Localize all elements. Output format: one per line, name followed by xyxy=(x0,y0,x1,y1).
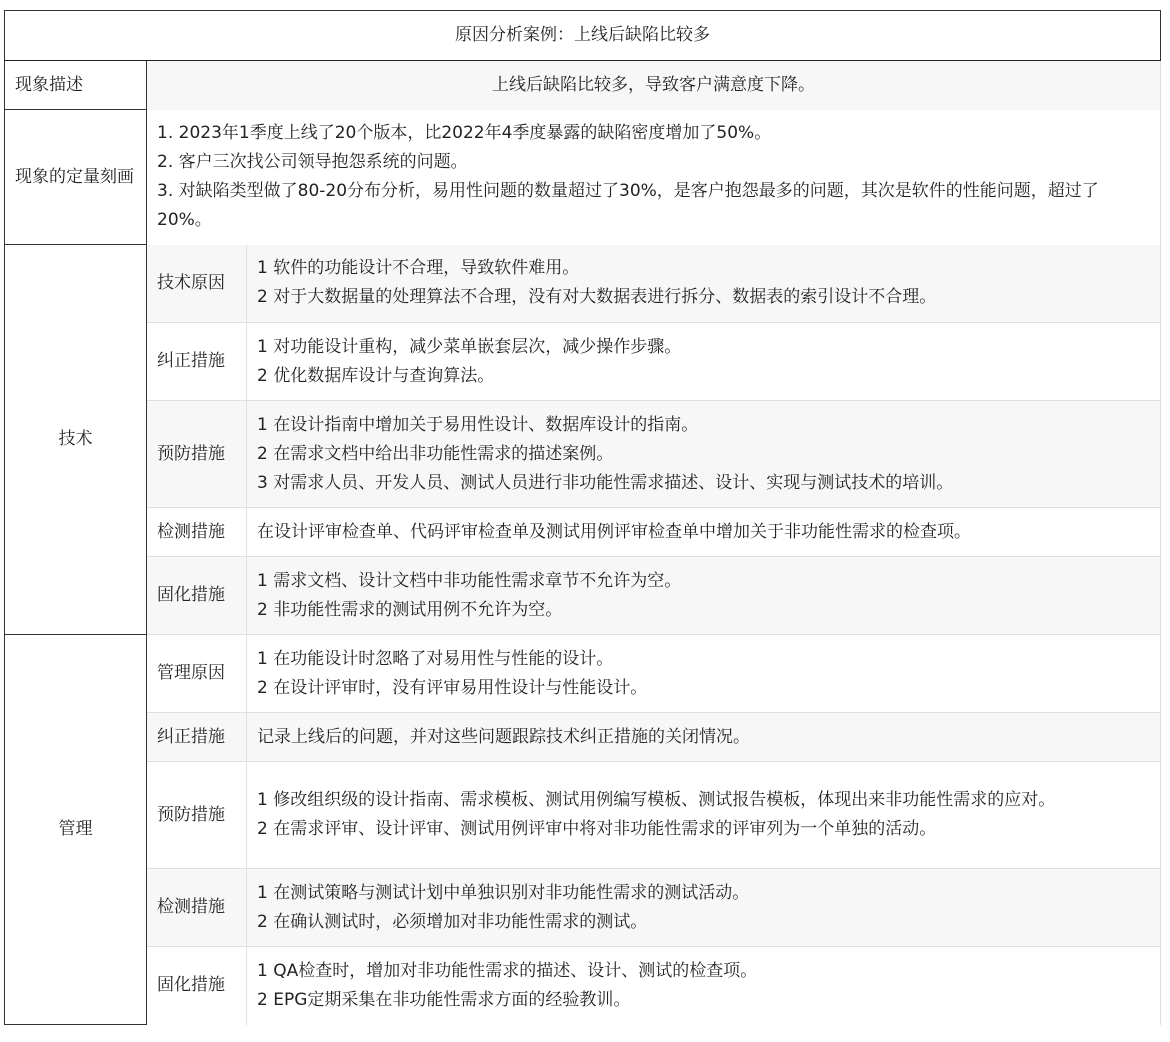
management-row-cause xyxy=(5,635,1161,713)
management-consolidation-line-1: 1 QA检查时，增加对非功能性需求的描述、设计、测试的检查项。 xyxy=(257,960,758,981)
management-row-consolidation xyxy=(5,947,1161,1025)
technical-row-cause xyxy=(5,245,1161,323)
technical-correction-line-2: 2 优化数据库设计与查询算法。 xyxy=(257,365,495,386)
phenomenon-label: 现象描述 xyxy=(5,61,147,110)
technical-prevention-line-1: 1 在设计指南中增加关于易用性设计、数据库设计的指南。 xyxy=(257,414,699,435)
management-prevention-line-1: 1 修改组织级的设计指南、需求模板、测试用例编写模板、测试报告模板，体现出来非功能性需求的应对。 xyxy=(257,790,1056,810)
technical-correction-line-1: 1 对功能设计重构，减少菜单嵌套层次，减少操作步骤。 xyxy=(257,336,682,357)
technical-detection-content xyxy=(247,508,1161,557)
technical-detection-line-1: 在设计评审检查单、代码评审检查单及测试用例评审检查单中增加关于非功能性需求的检查项。 xyxy=(257,521,971,542)
management-cause-line-1: 1 在功能设计时忽略了对易用性与性能的设计。 xyxy=(257,648,614,669)
technical-consolidation-label: 固化措施 xyxy=(147,557,247,635)
quantitative-line-1: 1. 2023年1季度上线了20个版本，比2022年4季度暴露的缺陷密度增加了50%。 xyxy=(157,123,772,143)
management-detection-label: 检测措施 xyxy=(147,869,247,947)
management-detection-content xyxy=(247,869,1161,947)
management-cause-line-2: 2 在设计评审时，没有评审易用性设计与性能设计。 xyxy=(257,677,648,698)
management-cause-content xyxy=(247,635,1161,713)
management-prevention-line-2: 2 在需求评审、设计评审、测试用例评审中将对非功能性需求的评审列为一个单独的活动。 xyxy=(257,819,937,839)
technical-cause-line-2: 2 对于大数据量的处理算法不合理，没有对大数据表进行拆分、数据表的索引设计不合理。 xyxy=(257,287,937,308)
technical-prevention-line-3: 3 对需求人员、开发人员、测试人员进行非功能性需求描述、设计、实现与测试技术的培训。 xyxy=(257,472,954,493)
management-consolidation-label: 固化措施 xyxy=(147,947,247,1025)
phenomenon-text: 上线后缺陷比较多，导致客户满意度下降。 xyxy=(147,61,1161,110)
management-consolidation-line-2: 2 EPG定期采集在非功能性需求方面的经验教训。 xyxy=(257,989,631,1010)
management-cause-label: 管理原因 xyxy=(147,635,247,713)
quantitative-content xyxy=(147,110,1161,245)
technical-prevention-label: 预防措施 xyxy=(147,401,247,508)
quantitative-line-3: 3. 对缺陷类型做了80-20分布分析，易用性问题的数量超过了30%，是客户抱怨最多的问题，其次是软件的性能问题，超过了20%。 xyxy=(157,181,1099,230)
management-consolidation-content xyxy=(247,947,1161,1025)
management-correction-label: 纠正措施 xyxy=(147,713,247,762)
technical-correction-content xyxy=(247,323,1161,401)
technical-row-correction xyxy=(5,323,1161,401)
quantitative-row xyxy=(5,110,1161,245)
management-row-correction xyxy=(5,713,1161,762)
technical-detection-label: 检测措施 xyxy=(147,508,247,557)
technical-row-consolidation xyxy=(5,557,1161,635)
technical-section-label: 技术 xyxy=(5,245,147,635)
technical-row-detection xyxy=(5,508,1161,557)
phenomenon-row xyxy=(5,61,1161,110)
table-title: 原因分析案例：上线后缺陷比较多 xyxy=(5,11,1161,61)
management-row-detection xyxy=(5,869,1161,947)
technical-row-prevention xyxy=(5,401,1161,508)
management-detection-line-1: 1 在测试策略与测试计划中单独识别对非功能性需求的测试活动。 xyxy=(257,882,750,903)
management-prevention-content xyxy=(247,762,1161,869)
technical-consolidation-content xyxy=(247,557,1161,635)
management-correction-content xyxy=(247,713,1161,762)
technical-prevention-content xyxy=(247,401,1161,508)
management-detection-line-2: 2 在确认测试时，必须增加对非功能性需求的测试。 xyxy=(257,911,648,932)
management-row-prevention xyxy=(5,762,1161,869)
management-prevention-label: 预防措施 xyxy=(147,762,247,869)
root-cause-table-wrapper xyxy=(4,10,1160,1025)
technical-cause-label: 技术原因 xyxy=(147,245,247,323)
technical-prevention-line-2: 2 在需求文档中给出非功能性需求的描述案例。 xyxy=(257,443,614,464)
quantitative-label: 现象的定量刻画 xyxy=(5,110,147,245)
management-correction-line-1: 记录上线后的问题，并对这些问题跟踪技术纠正措施的关闭情况。 xyxy=(257,726,750,747)
management-section-label: 管理 xyxy=(5,635,147,1025)
technical-consolidation-line-1: 1 需求文档、设计文档中非功能性需求章节不允许为空。 xyxy=(257,570,682,591)
technical-cause-content xyxy=(247,245,1161,323)
title-row xyxy=(5,11,1161,61)
root-cause-analysis-table xyxy=(4,10,1161,1025)
technical-correction-label: 纠正措施 xyxy=(147,323,247,401)
quantitative-line-2: 2. 客户三次找公司领导抱怨系统的问题。 xyxy=(157,152,468,172)
technical-cause-line-1: 1 软件的功能设计不合理，导致软件难用。 xyxy=(257,258,580,279)
technical-consolidation-line-2: 2 非功能性需求的测试用例不允许为空。 xyxy=(257,599,563,620)
